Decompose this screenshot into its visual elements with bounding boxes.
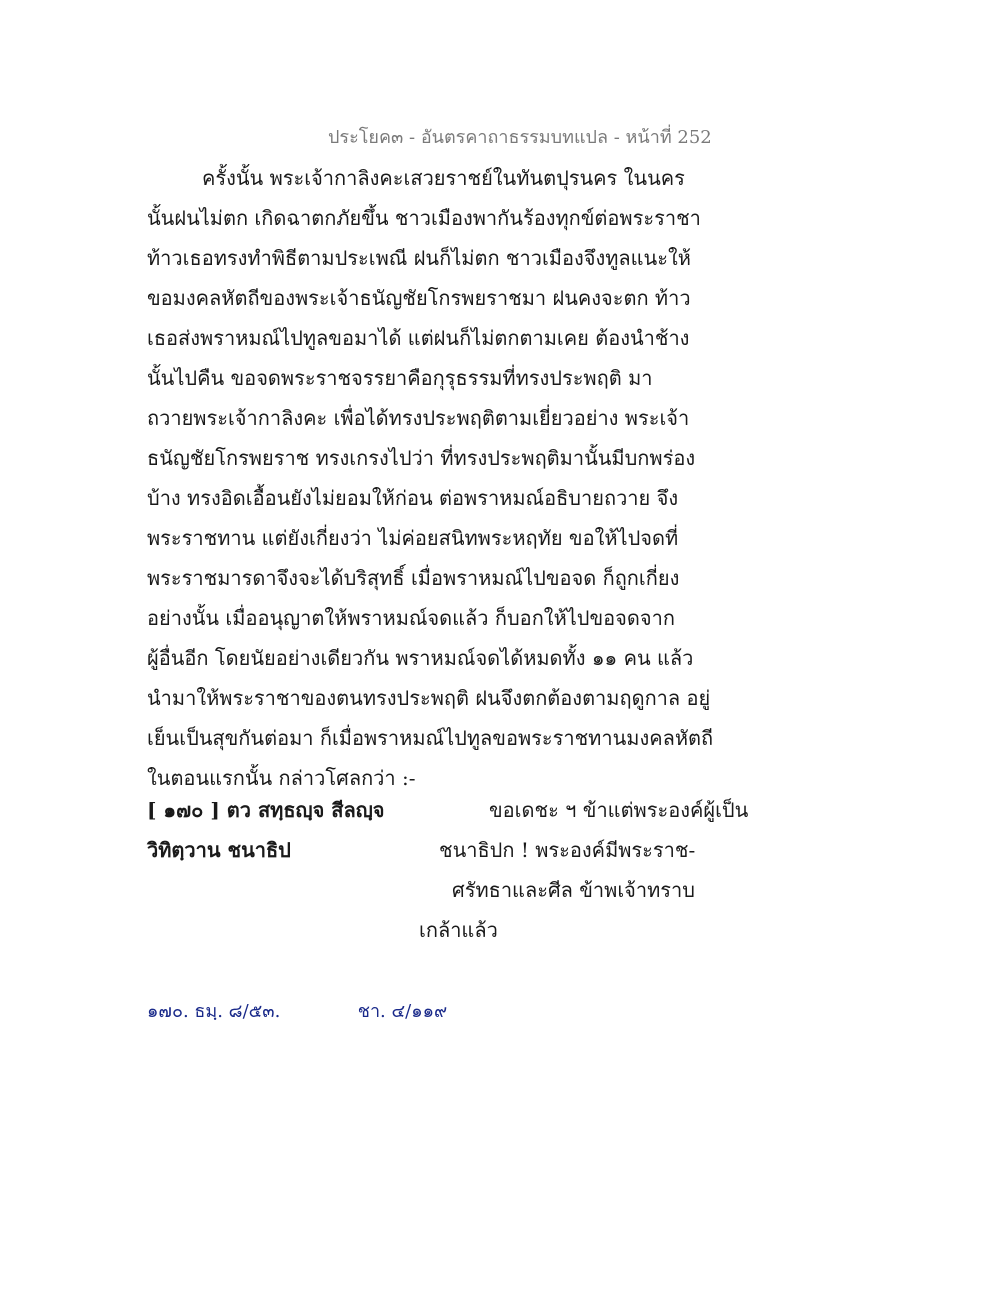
body-line: เธอส่งพราหมณ์ไปทูลขอมาได้ แต่ฝนก็ไม่ตกตามเคย ต้องนำช้าง [147, 326, 690, 350]
body-line: พระราชทาน แต่ยังเกี่ยงว่า ไม่ค่อยสนิทพระหฤทัย ขอให้ไปจดที่ [147, 526, 679, 550]
footnote [147, 996, 447, 1025]
verse-translation-line-4: เกล้าแล้ว [419, 918, 498, 942]
body-line: บ้าง ทรงอิดเอื้อนยังไม่ยอมให้ก่อน ต่อพราหมณ์อธิบายถวาย จึง [147, 486, 679, 510]
body-line: พระราชมารดาจึงจะได้บริสุทธิ์ เมื่อพราหมณ์ไปขอจด ก็ถูกเกี่ยง [147, 566, 680, 590]
page-header: ประโยค๓ - อันตรคาถาธรรมบทแปล - หน้าที่ 252 [328, 127, 712, 148]
body-line: ขอมงคลหัตถีของพระเจ้าธนัญชัยโกรพยราชมา ฝนคงจะตก ท้าว [147, 286, 691, 310]
body-line: ผู้อื่นอีก โดยนัยอย่างเดียวกัน พราหมณ์จดได้หมดทั้ง ๑๑ คน แล้ว [147, 646, 694, 670]
footnote-ref-2: ชา. ๔/๑๑๙ [357, 1001, 448, 1022]
verse-translation-line-2: ชนาธิปก ! พระองค์มีพระราช- [439, 838, 696, 862]
verse-pali-line-2: วิทิตฺวาน ชนาธิป [147, 838, 291, 862]
footnote-ref-1: ๑๗๐. ธมฺ. ๘/๕๓. [147, 1001, 281, 1022]
verse-block [147, 790, 787, 960]
body-line: ครั้งนั้น พระเจ้ากาลิงคะเสวยราชย์ในทันตปุรนคร ในนคร [202, 166, 685, 190]
body-line: นำมาให้พระราชาของตนทรงประพฤติ ฝนจึงตกต้องตามฤดูกาล อยู่ [147, 686, 711, 710]
body-text [147, 158, 714, 798]
body-line: นั้นฝนไม่ตก เกิดฉาตกภัยขึ้น ชาวเมืองพากันร้องทุกข์ต่อพระราชา [147, 206, 701, 230]
verse-translation-line-3: ศรัทธาและศีล ข้าพเจ้าทราบ [452, 878, 695, 902]
body-line: เย็นเป็นสุขกันต่อมา ก็เมื่อพราหมณ์ไปทูลขอพระราชทานมงคลหัตถี [147, 726, 714, 750]
body-line: ท้าวเธอทรงทำพิธีตามประเพณี ฝนก็ไม่ตก ชาวเมืองจึงทูลแนะให้ [147, 246, 691, 270]
body-line: นั้นไปคืน ขอจดพระราชจรรยาคือกุรุธรรมที่ทรงประพฤติ มา [147, 366, 653, 390]
body-line: ในตอนแรกนั้น กล่าวโศลกว่า :- [147, 766, 416, 790]
verse-pali-line-1: [ ๑๗๐ ] ตว สทฺธญฺจ สีลญฺจ [147, 798, 385, 822]
body-line: อย่างนั้น เมื่ออนุญาตให้พราหมณ์จดแล้ว ก็บอกให้ไปขอจดจาก [147, 606, 675, 630]
body-line: ธนัญชัยโกรพยราช ทรงเกรงไปว่า ที่ทรงประพฤติมานั้นมีบกพร่อง [147, 446, 696, 470]
body-line: ถวายพระเจ้ากาลิงคะ เพื่อได้ทรงประพฤติตามเยี่ยวอย่าง พระเจ้า [147, 406, 690, 430]
verse-translation-line-1: ขอเดชะ ฯ ข้าแต่พระองค์ผู้เป็น [489, 798, 749, 822]
